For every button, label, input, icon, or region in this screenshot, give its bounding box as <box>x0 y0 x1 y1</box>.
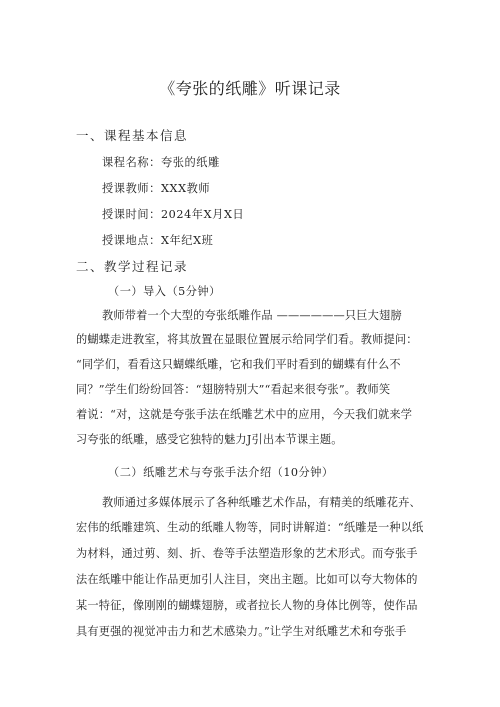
paragraph-line: 教师通过多媒体展示了各种纸雕艺术作品，有精美的纸雕花卉、 <box>102 496 421 509</box>
place-line: 授课地点：X年纪X班 <box>102 234 214 247</box>
time-line: 授课时间：2024年X月X日 <box>102 208 245 221</box>
paragraph-line: 的蝴蝶走进教室，将其放置在显眼位置展示给同学们看。教师提问： <box>76 333 418 346</box>
section-heading-process: 二、教学过程记录 <box>76 259 189 274</box>
paragraph-line: “同学们，看看这只蝴蝶纸雕，它和我们平时看到的蝴蝶有什么不 <box>76 358 401 371</box>
paragraph-line: 教师带着一个大型的夸张纸雕作品 ——————只巨大翅膀 <box>102 309 402 322</box>
paragraph-line: 为材料，通过剪、刻、折、卷等手法塑造形象的艺术形式。而夸张手 <box>76 547 418 560</box>
section-heading-basic-info: 一、课程基本信息 <box>76 128 189 143</box>
paragraph-line: 同？”学生们纷纷回答：“翅膀特别大”“看起来很夸张”。教师笑 <box>76 383 391 396</box>
subsection-heading-intro: （一）导入（5分钟） <box>108 285 221 298</box>
paragraph-line: 着说：“对，这就是夸张手法在纸雕艺术中的应用，今天我们就来学 <box>76 408 413 421</box>
paragraph-line: 法在纸雕中能让作品更加引人注目，突出主题。比如可以夸大物体的 <box>76 573 418 586</box>
paragraph-line: 某一特征，像刚刚的蝴蝶翅膀，或者拉长人物的身体比例等，使作品 <box>76 599 418 612</box>
subsection-heading-paper-art: （二）纸雕艺术与夸张手法介绍（10分钟） <box>108 466 334 479</box>
document-title: 《夸张的纸雕》听课记录 <box>159 79 341 98</box>
teacher-line: 授课教师：XXX教师 <box>102 182 211 195</box>
paragraph-line: 具有更强的视觉冲击力和艺术感染力。”让学生对纸雕艺术和夸张手 <box>76 625 407 638</box>
paragraph-line: 习夸张的纸雕，感受它独特的魅力J引出本节课主题。 <box>76 433 343 446</box>
paragraph-line: 宏伟的纸雕建筑、生动的纸雕人物等，同时讲解道：“纸雕是一种以纸 <box>76 521 424 534</box>
course-name-line: 课程名称：夸张的纸雕 <box>102 156 220 169</box>
